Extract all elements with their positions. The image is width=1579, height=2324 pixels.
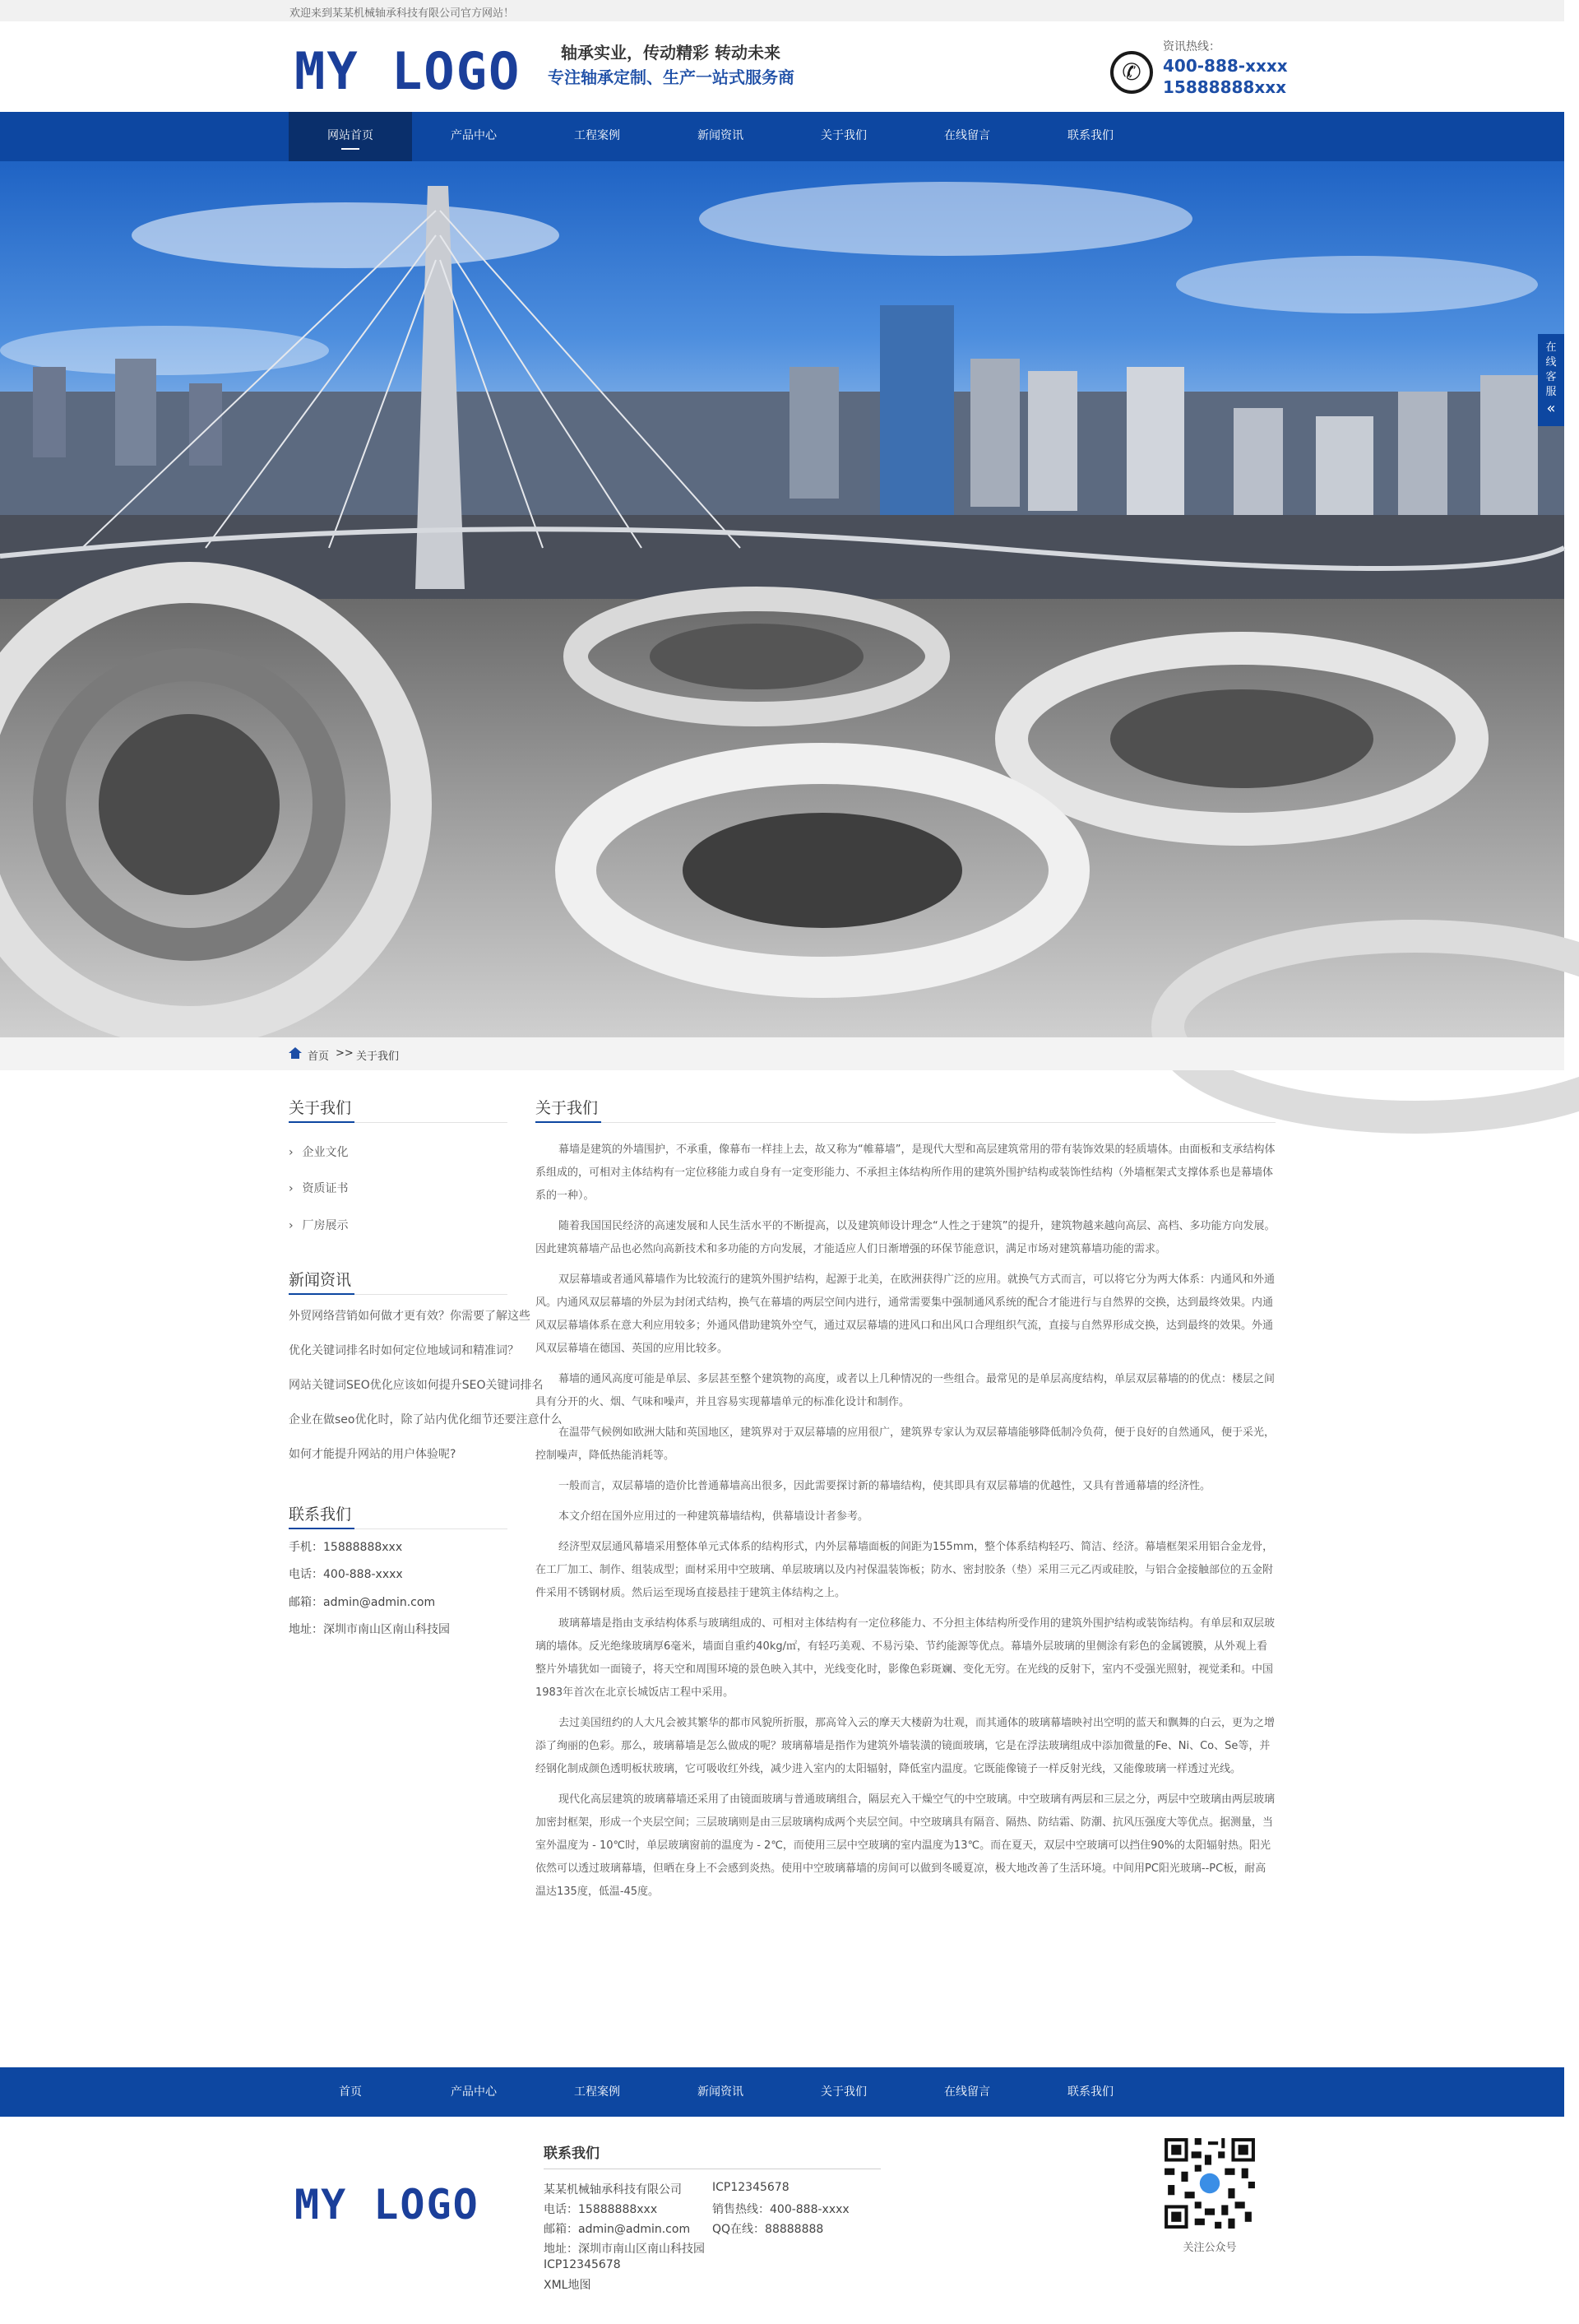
page-title: 关于我们 bbox=[535, 1099, 599, 1117]
collapse-icon[interactable]: « bbox=[1546, 400, 1556, 417]
sidebar-link-label: 资质证书 bbox=[302, 1182, 349, 1195]
sidebar-link-label: 厂房展示 bbox=[302, 1219, 349, 1232]
nav-item-contact[interactable]: 联系我们 bbox=[1067, 129, 1114, 142]
slogan-line-2: 专注轴承定制、生产一站式服务商 bbox=[548, 67, 794, 87]
article-paragraph: 一般而言，双层幕墙的造价比普通幕墙高出很多，因此需要探讨新的幕墙结构，使其即具有双层幕墙的优越性，又具有普通幕墙的经济性。 bbox=[558, 1480, 1211, 1492]
footer-contact-title: 联系我们 bbox=[544, 2145, 600, 2162]
sidebar-link-factory[interactable] bbox=[289, 1217, 348, 1233]
banner-image bbox=[0, 161, 1564, 1037]
sidebar-news-item[interactable]: 优化关键词排名时如何定位地域词和精准词？ bbox=[289, 1344, 519, 1357]
footer-nav bbox=[0, 2067, 1564, 2117]
article-paragraph: 去过美国纽约的人大凡会被其繁华的都市风貌所折服，那高耸入云的摩天大楼蔚为壮观，而其通体的玻璃幕墙映衬出空明的蓝天和飘舞的白云，更为之增添了绚丽的色彩。那么，玻璃幕墙是怎么做成的呢？玻璃幕墙是指作为建筑外墙装潢的镜面玻璃，它是在浮法玻璃组成中添加微量的Fe、Ni、Co、Se等，并经钢化制成颜色透明板状玻璃，它可吸收红外线，减少进入室内的太阳辐射，降低室内温度。它既能像镜子一样反射光线，又能像玻璃一样透过光线。 bbox=[535, 1717, 1276, 1775]
footer-sitemap-link[interactable]: XML地图 bbox=[544, 2279, 591, 2292]
top-welcome-bar bbox=[0, 0, 1564, 21]
welcome-text: 欢迎来到某某机械轴承科技有限公司官方网站！ bbox=[289, 7, 515, 20]
nav-item-about[interactable]: 关于我们 bbox=[821, 129, 867, 142]
nav-item-message[interactable]: 在线留言 bbox=[944, 129, 990, 142]
sidebar-news-item[interactable]: 外贸网络营销如何做才更有效？你需要了解这些 bbox=[289, 1310, 530, 1323]
article-paragraph: 在温带气候例如欧洲大陆和英国地区，建筑界对于双层幕墙的应用很广，建筑界专家认为双层幕墙能够降低制冷负荷，便于良好的自然通风，便于采光，控制噪声，降低热能消耗等。 bbox=[535, 1426, 1276, 1462]
main-nav bbox=[0, 112, 1564, 161]
title-accent bbox=[535, 1121, 601, 1123]
online-service-label: 在线客服 bbox=[1545, 341, 1557, 398]
qr-code-label: 关注公众号 bbox=[1183, 2242, 1237, 2254]
sidebar-link-certificates[interactable] bbox=[289, 1180, 348, 1196]
footer-qq: QQ在线：88888888 bbox=[712, 2223, 824, 2236]
sidebar-title-accent bbox=[289, 1121, 354, 1123]
title-divider bbox=[535, 1122, 1276, 1123]
sidebar-news-item[interactable]: 企业在做seo优化时，除了站内优化细节还要注意什么 bbox=[289, 1413, 563, 1426]
sidebar-news-item[interactable]: 如何才能提升网站的用户体验呢? bbox=[289, 1448, 456, 1461]
sidebar-about-title: 关于我们 bbox=[289, 1099, 352, 1117]
footer-icp-top: ICP12345678 bbox=[712, 2181, 790, 2194]
article-paragraph: 双层幕墙或者通风幕墙作为比较流行的建筑外围护结构，起源于北美，在欧洲获得广泛的应用。就换气方式而言，可以将它分为两大体系：内通风和外通风。内通风双层幕墙的外层为封闭式结构，换气在幕墙的两层空间内进行，通常需要集中强制通风系统的配合才能进行与自然界的交换，达到最终效果。内通风双层幕墙体系在意大利应用较多；外通风借助建筑外空气，通过双层幕墙的进风口和出风口合理组织气流，直接与自然界形成交换，达到最终的效果。外通风双层幕墙在德国、英国的应用比较多。 bbox=[535, 1273, 1276, 1355]
slogan-line-1: 轴承实业，传动精彩 转动未来 bbox=[561, 43, 780, 63]
article-paragraph: 本文介绍在国外应用过的一种建筑幕墙结构，供幕墙设计者参考。 bbox=[558, 1510, 869, 1523]
breadcrumb-current: 关于我们 bbox=[356, 1051, 400, 1063]
phone-icon: ✆ bbox=[1110, 51, 1153, 94]
footer-nav-message[interactable]: 在线留言 bbox=[944, 2085, 990, 2099]
article-paragraph: 幕墙是建筑的外墙围护，不承重，像幕布一样挂上去，故又称为“帷幕墙”，是现代大型和高层建筑常用的带有装饰效果的轻质墙体。由面板和支承结构体系组成的，可相对主体结构有一定位移能力或自身有一定变形能力、不承担主体结构所作用的建筑外围护结构或装饰性结构（外墙框架式支撑体系也是幕墙体系的一种）。 bbox=[535, 1143, 1276, 1202]
sidebar-contact-email: 邮箱：admin@admin.com bbox=[289, 1596, 436, 1609]
article-paragraph: 随着我国国民经济的高速发展和人民生活水平的不断提高，以及建筑师设计理念“人性之于建筑”的提升，建筑物越来越向高层、高档、多功能方向发展。因此建筑幕墙产品也必然向高新技术和多功能的方向发展，才能适应人们日渐增强的环保节能意识，满足市场对建筑幕墙功能的需求。 bbox=[535, 1220, 1276, 1255]
nav-item-products[interactable]: 产品中心 bbox=[451, 129, 497, 142]
sidebar-link-label: 企业文化 bbox=[302, 1146, 349, 1159]
sidebar-contact-mobile: 手机：15888888xxx bbox=[289, 1541, 403, 1554]
home-icon bbox=[289, 1047, 302, 1059]
sidebar-contact-title: 联系我们 bbox=[289, 1505, 352, 1524]
hotline-number: 400-888-xxxx bbox=[1163, 56, 1288, 76]
qr-code bbox=[1161, 2135, 1258, 2232]
chevron-right-icon: › bbox=[289, 1219, 294, 1232]
breadcrumb-home-link[interactable]: 首页 bbox=[308, 1051, 330, 1063]
footer-nav-contact[interactable]: 联系我们 bbox=[1067, 2085, 1114, 2099]
breadcrumb bbox=[0, 1037, 1564, 1070]
hotline-mobile: 15888888xxx bbox=[1163, 77, 1287, 97]
sidebar-contact-address: 地址：深圳市南山区南山科技园 bbox=[289, 1623, 450, 1636]
article-body bbox=[535, 1139, 1276, 1911]
article-paragraph: 玻璃幕墙是指由支承结构体系与玻璃组成的、可相对主体结构有一定位移能力、不分担主体结构所受作用的建筑外围护结构或装饰结构。有单层和双层玻璃的墙体。反光绝缘玻璃厚6毫米，墙面自重约40kg/㎡，有轻巧美观、不易污染、节约能源等优点。幕墙外层玻璃的里侧涂有彩色的金属镀膜，从外观上看整片外墙犹如一面镜子，将天空和周围环境的景色映入其中，光线变化时，影像色彩斑斓、变化无穷。在光线的反射下，室内不受强光照射，视觉柔和。中国1983年首次在北京长城饭店工程中采用。 bbox=[535, 1617, 1276, 1699]
footer-icp[interactable]: ICP12345678 bbox=[544, 2258, 621, 2271]
footer-nav-products[interactable]: 产品中心 bbox=[451, 2085, 497, 2099]
sidebar-link-culture[interactable] bbox=[289, 1143, 348, 1160]
footer-nav-home[interactable]: 首页 bbox=[339, 2085, 362, 2099]
sidebar-contact-phone: 电话：400-888-xxxx bbox=[289, 1568, 403, 1581]
footer-logo[interactable]: MY LOGO bbox=[294, 2181, 479, 2229]
city-bridge-illustration bbox=[0, 161, 1564, 599]
footer-company-name: 某某机械轴承科技有限公司 bbox=[544, 2183, 682, 2196]
nav-item-cases[interactable]: 工程案例 bbox=[574, 129, 620, 142]
footer-address: 地址：深圳市南山区南山科技园 bbox=[544, 2243, 705, 2256]
sidebar-title-accent bbox=[289, 1293, 354, 1295]
nav-item-news[interactable]: 新闻资讯 bbox=[697, 129, 743, 142]
footer-phone: 电话：15888888xxx bbox=[544, 2203, 658, 2216]
site-logo[interactable]: MY LOGO bbox=[294, 41, 521, 101]
header bbox=[0, 21, 1564, 112]
sidebar-news-title: 新闻资讯 bbox=[289, 1271, 352, 1289]
footer-nav-cases[interactable]: 工程案例 bbox=[574, 2085, 620, 2099]
article-paragraph: 经济型双层通风幕墙采用整体单元式体系的结构形式，内外层幕墙面板的间距为155mm，整个体系结构轻巧、简洁、经济。幕墙框架采用铝合金龙骨，在工厂加工、制作、组装成型；面材采用中空玻璃、单层玻璃以及内衬保温装饰板；防水、密封胶条（垫）采用三元乙丙或硅胶，与铝合金接触部位的五金附件采用不锈钢材质。然后运至现场直接悬挂于建筑主体结构之上。 bbox=[535, 1541, 1274, 1599]
footer-email: 邮箱：admin@admin.com bbox=[544, 2223, 691, 2236]
footer-nav-news[interactable]: 新闻资讯 bbox=[697, 2085, 743, 2099]
footer bbox=[0, 2117, 1564, 2324]
footer-nav-about[interactable]: 关于我们 bbox=[821, 2085, 867, 2099]
hotline-label: 资讯热线： bbox=[1163, 40, 1220, 53]
breadcrumb-separator: >> bbox=[336, 1047, 354, 1060]
chevron-right-icon: › bbox=[289, 1182, 294, 1195]
nav-item-home[interactable]: 网站首页 bbox=[289, 112, 412, 161]
sidebar-news-item[interactable]: 网站关键词SEO优化应该如何提升SEO关键词排名 bbox=[289, 1379, 544, 1392]
chevron-right-icon: › bbox=[289, 1146, 294, 1159]
article-paragraph: 现代化高层建筑的玻璃幕墙还采用了由镜面玻璃与普通玻璃组合，隔层充入干燥空气的中空玻璃。中空玻璃有两层和三层之分，两层中空玻璃由两层玻璃加密封框架，形成一个夹层空间；三层玻璃则是由三层玻璃构成两个夹层空间。中空玻璃具有隔音、隔热、防结霜、防潮、抗风压强度大等优点。据测量，当室外温度为 - 10℃时，单层玻璃窗前的温度为 - 2℃，而使用三层中空玻璃的室内温度为13℃。而在夏天，双层中空玻璃可以挡住90%的太阳辐射热。阳光依然可以透过玻璃幕墙，但晒在身上不会感到炎热。使用中空玻璃幕墙的房间可以做到冬暖夏凉，极大地改善了生活环境。中间用PC阳光玻璃--PC板，耐高温达135度，低温-45度。 bbox=[535, 1793, 1276, 1898]
bearings-photo bbox=[0, 599, 1564, 1037]
sidebar-title-accent bbox=[289, 1528, 354, 1529]
online-service-tab[interactable] bbox=[1538, 334, 1564, 426]
article-paragraph: 幕墙的通风高度可能是单层、多层甚至整个建筑物的高度，或者以上几种情况的一些组合。最常见的是单层高度结构，单层双层幕墙的的优点：楼层之间具有分开的火、烟、气味和噪声，并且容易实现幕墙单元的标准化设计和制作。 bbox=[535, 1373, 1276, 1408]
footer-sales-hotline: 销售热线：400-888-xxxx bbox=[712, 2203, 850, 2216]
